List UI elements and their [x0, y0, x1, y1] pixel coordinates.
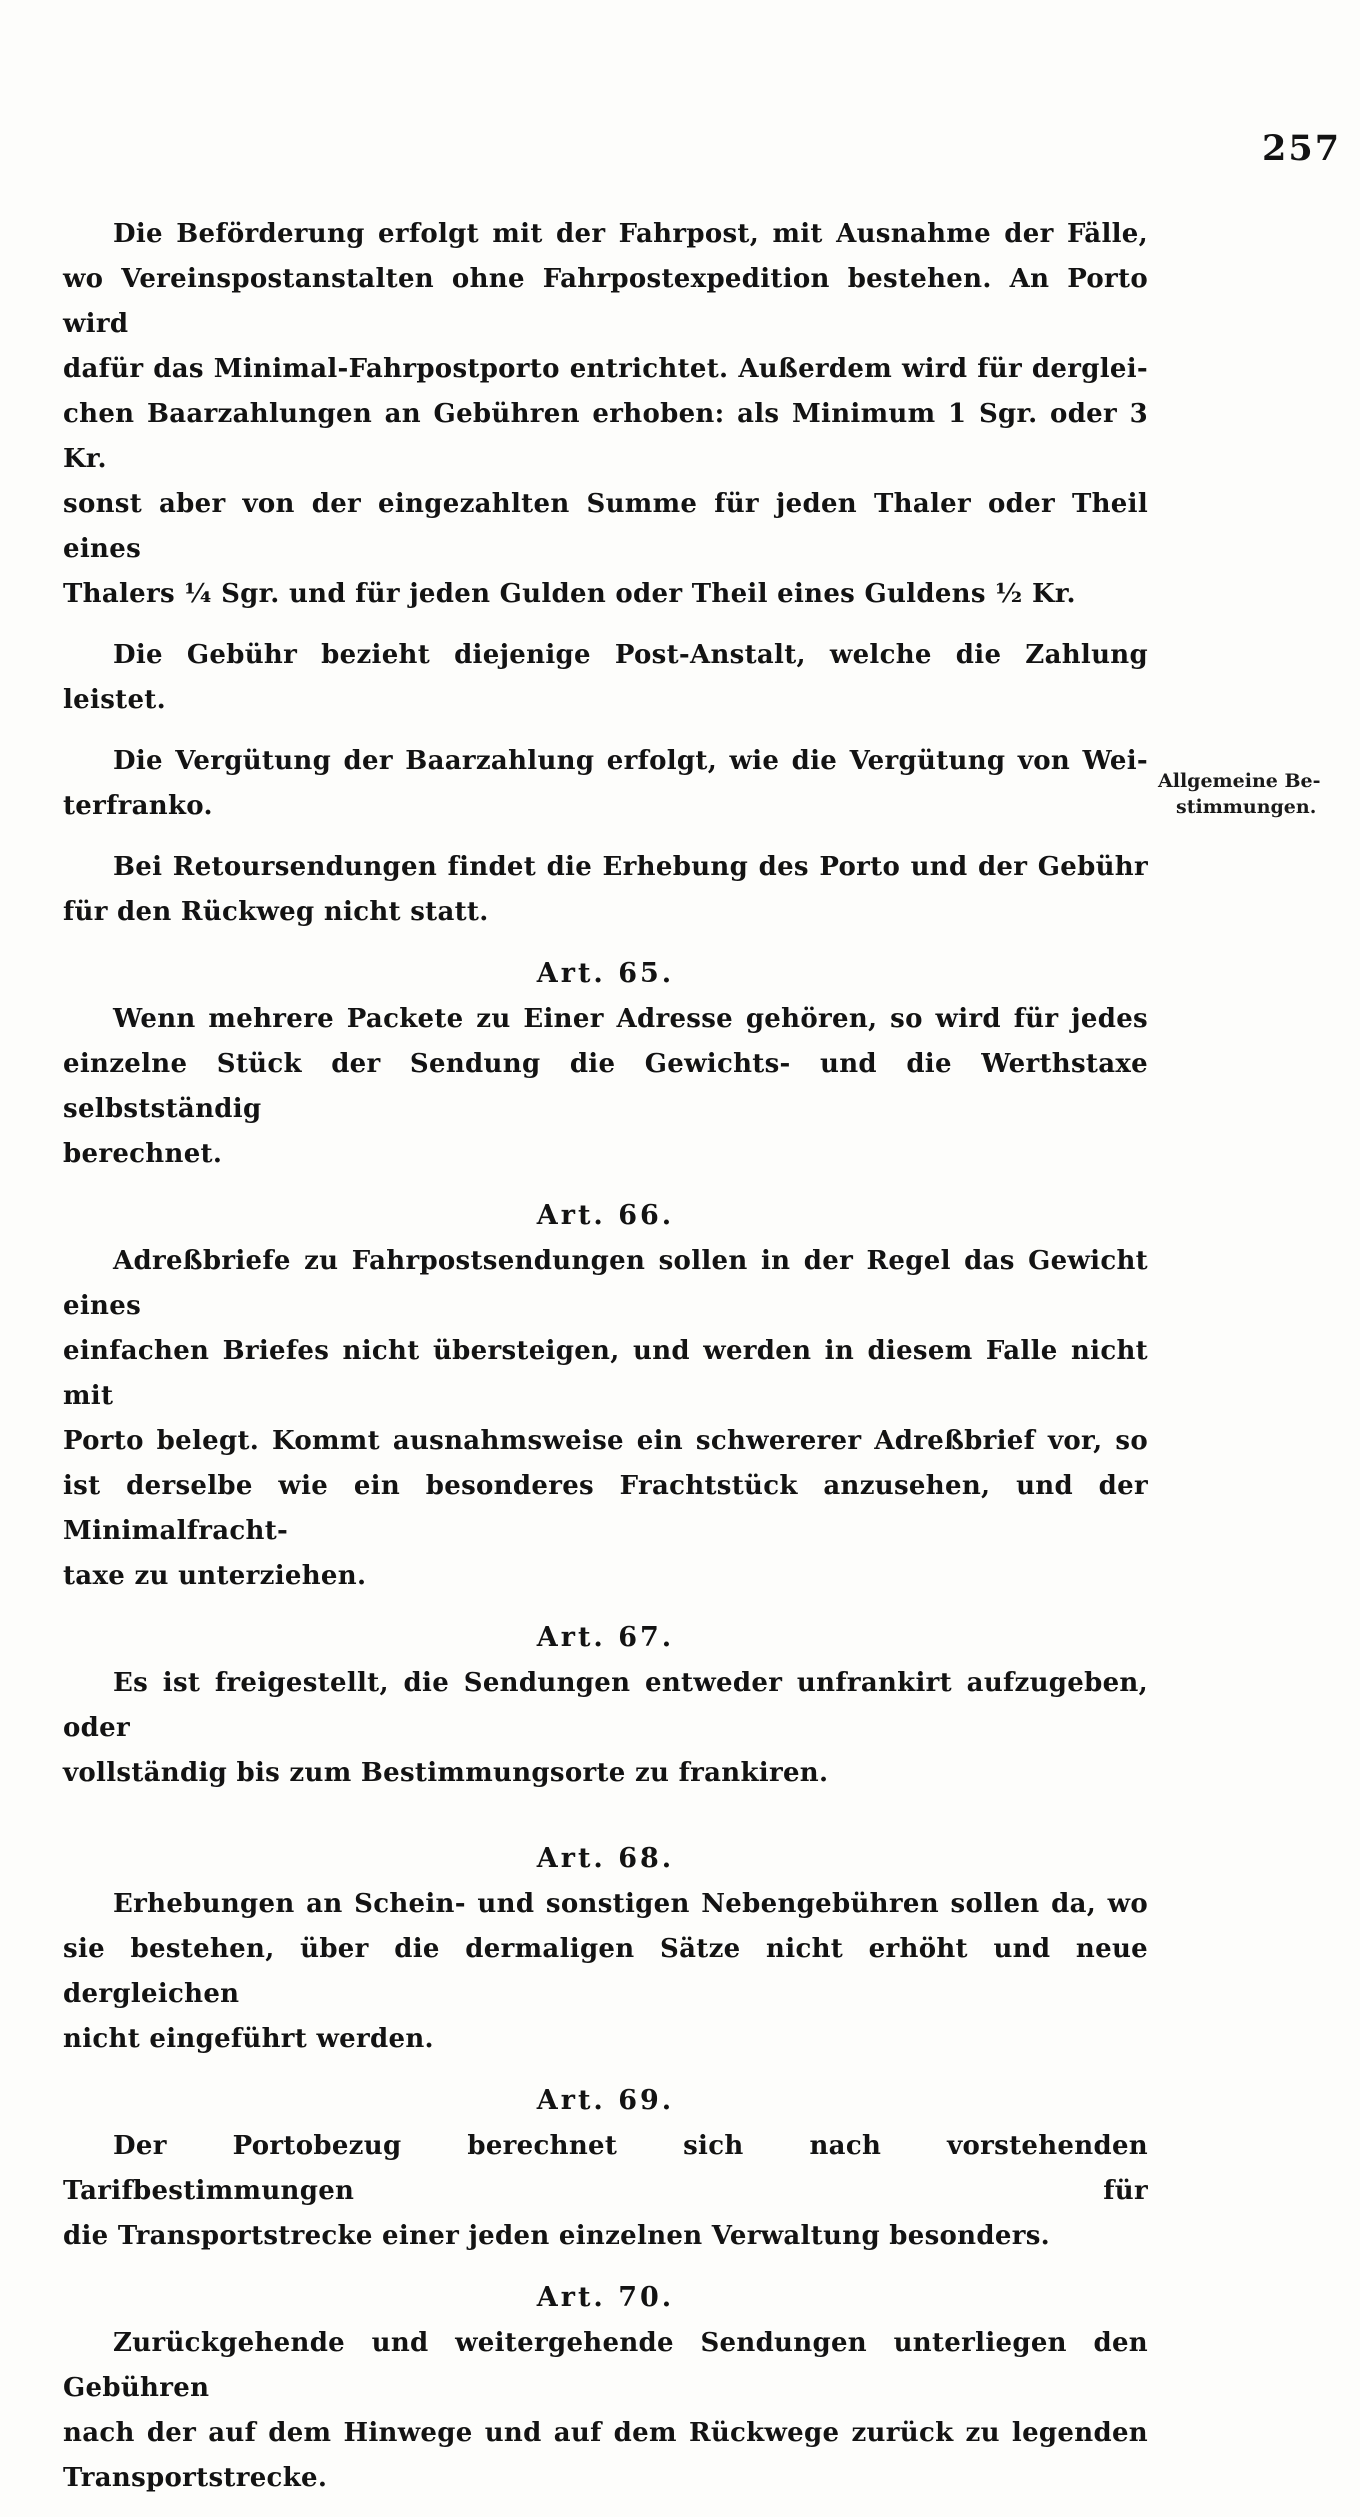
text-line: Porto belegt. Kommt ausnahmsweise ein schwererer Adreßbrief vor, so [63, 1426, 1148, 1456]
text-line: Es ist freigestellt, die Sendungen entweder unfrankirt aufzugeben, oder [63, 1668, 1148, 1743]
text-line: Die Beförderung erfolgt mit der Fahrpost, mit Ausnahme der Fälle, [113, 219, 1148, 249]
text-line: für den Rückweg nicht statt. [63, 897, 489, 927]
text-line: einzelne Stück der Sendung die Gewichts- und die Werthstaxe selbstständig [63, 1049, 1148, 1124]
text-line: Erhebungen an Schein- und sonstigen Nebengebühren sollen da, wo [113, 1889, 1148, 1919]
text-line: ist derselbe wie ein besonderes Frachtstück anzusehen, und der Minimalfracht- [63, 1471, 1148, 1546]
text-line: dafür das Minimal-Fahrpostporto entrichtet. Außerdem wird für derglei- [63, 354, 1148, 384]
article-heading-65: Art. 65. [536, 958, 675, 989]
text-line: vollständig bis zum Bestimmungsorte zu frankiren. [63, 1758, 829, 1788]
margin-note [1158, 768, 1353, 820]
text-line: nach der auf dem Hinwege und auf dem Rückwege zurück zu legenden [63, 2418, 1148, 2448]
article-heading-69: Art. 69. [536, 2085, 675, 2116]
text-line: Transportstrecke. [63, 2463, 328, 2493]
text-line: Der Portobezug berechnet sich nach vorstehenden Tarifbestimmungen für [63, 2131, 1148, 2206]
text-line: Die Gebühr bezieht diejenige Post-Anstalt, welche die Zahlung leistet. [63, 640, 1148, 715]
text-line: Zurückgehende und weitergehende Sendungen unterliegen den Gebühren [63, 2328, 1148, 2403]
text-line: chen Baarzahlungen an Gebühren erhoben: als Minimum 1 Sgr. oder 3 Kr. [63, 399, 1148, 474]
text-line: Thalers ¼ Sgr. und für jeden Gulden oder Theil eines Guldens ½ Kr. [63, 579, 1076, 609]
text-line: taxe zu unterziehen. [63, 1561, 367, 1591]
text-block [63, 212, 1148, 2517]
text-line: sie bestehen, über die dermaligen Sätze nicht erhöht und neue dergleichen [63, 1934, 1148, 2009]
text-line: Die Vergütung der Baarzahlung erfolgt, wie die Vergütung von Wei- [113, 746, 1148, 776]
text-line: sonst aber von der eingezahlten Summe für jeden Thaler oder Theil eines [63, 489, 1148, 564]
text-line: berechnet. [63, 1139, 223, 1169]
margin-note-line-2: stimmungen. [1176, 796, 1317, 818]
text-line: wo Vereinspostanstalten ohne Fahrpostexpedition bestehen. An Porto wird [63, 264, 1148, 339]
text-line: einfachen Briefes nicht übersteigen, und werden in diesem Falle nicht mit [63, 1336, 1148, 1411]
article-heading-67: Art. 67. [536, 1622, 675, 1653]
article-heading-68: Art. 68. [536, 1843, 675, 1874]
text-line: Adreßbriefe zu Fahrpostsendungen sollen in der Regel das Gewicht eines [63, 1246, 1148, 1321]
margin-note-line-1: Allgemeine Be- [1158, 770, 1321, 792]
text-line: Wenn mehrere Packete zu Einer Adresse gehören, so wird für jedes [113, 1004, 1148, 1034]
text-line: Bei Retoursendungen findet die Erhebung des Porto und der Gebühr [113, 852, 1148, 882]
text-line: nicht eingeführt werden. [63, 2024, 434, 2054]
text-line: terfranko. [63, 791, 213, 821]
text-line: die Transportstrecke einer jeden einzelnen Verwaltung besonders. [63, 2221, 1050, 2251]
page-number: 257 [1262, 128, 1342, 169]
article-heading-70: Art. 70. [536, 2282, 675, 2313]
article-heading-66: Art. 66. [536, 1200, 675, 1231]
